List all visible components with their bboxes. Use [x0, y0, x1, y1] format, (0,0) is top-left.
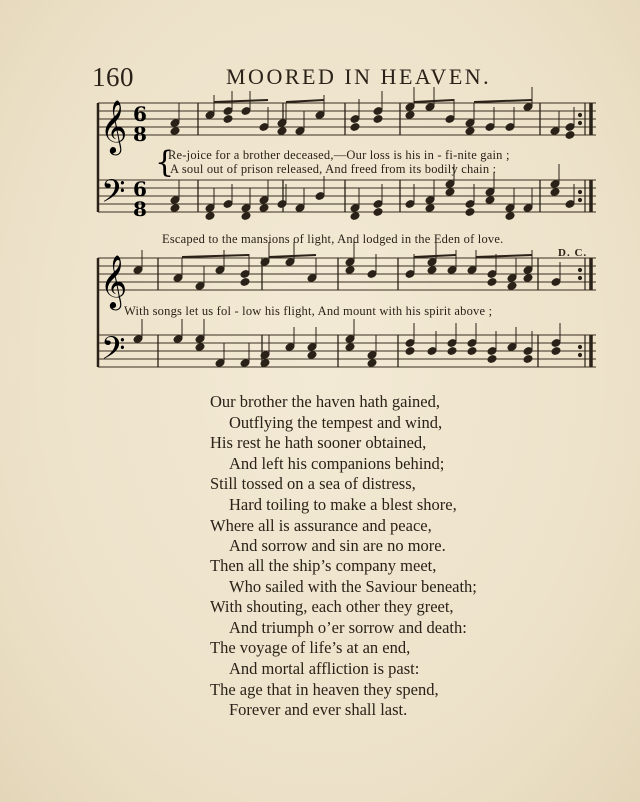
da-capo-mark: D. C. — [558, 247, 588, 259]
note-head — [345, 265, 355, 274]
brace-icon: { — [155, 145, 175, 180]
repeat-dot — [578, 268, 581, 271]
treble-clef-icon-2: 𝄞 — [100, 254, 128, 308]
note-head — [467, 346, 477, 355]
stanza-1 — [210, 392, 457, 557]
note-head — [367, 358, 377, 367]
repeat-dot — [578, 276, 581, 279]
note-head — [373, 114, 383, 123]
bass-clef-icon-2: 𝄢 — [101, 330, 126, 374]
page-number: 160 — [92, 62, 134, 92]
note-head — [465, 126, 475, 135]
note-head — [205, 211, 215, 220]
lyrics-line-2: A soul out of prison released, And freed from its bodily chain : — [170, 162, 497, 176]
note-head — [373, 207, 383, 216]
note-head — [565, 130, 575, 139]
note-head — [405, 110, 415, 119]
stanza-line: With shouting, each other they greet, — [210, 597, 454, 617]
note-head — [195, 342, 205, 351]
note-head — [405, 346, 415, 355]
stanza-line: Outflying the tempest and wind, — [229, 412, 443, 432]
repeat-dot — [578, 113, 581, 116]
stanza-line: Then all the ship’s company meet, — [210, 556, 437, 575]
stanza-line: And sorrow and sin are no more. — [229, 536, 446, 556]
beam — [286, 100, 324, 102]
page-title: MOORED IN HEAVEN. — [226, 64, 492, 89]
stanza-line: Forever and ever shall last. — [229, 700, 408, 720]
note-head — [425, 203, 435, 212]
note-head — [487, 354, 497, 363]
stanza-line: And triumph o’er sorrow and death: — [229, 617, 467, 637]
beam — [414, 100, 454, 102]
stanza-line: Where all is assurance and peace, — [210, 515, 432, 535]
note-head — [447, 346, 457, 355]
bass-clef-icon: 𝄢 — [101, 173, 126, 217]
stanza-line: Still tossed on a sea of distress, — [210, 474, 416, 494]
note-head — [487, 277, 497, 286]
note-head — [241, 211, 251, 220]
note-head — [505, 211, 515, 220]
note-head — [427, 265, 437, 274]
lyrics-line-4: With songs let us fol - low his flight, And mount with his spirit above ; — [124, 304, 493, 318]
repeat-dot — [578, 353, 581, 356]
note-head — [523, 354, 533, 363]
stanza-line: Our brother the haven hath gained, — [210, 392, 441, 411]
time-sig-bottom: 8 — [133, 122, 147, 146]
note-head — [170, 126, 180, 135]
beam — [182, 255, 249, 257]
beam — [269, 255, 316, 257]
notes — [133, 87, 582, 368]
repeat-dot — [578, 345, 581, 348]
beam — [414, 255, 456, 257]
note-head — [170, 203, 180, 212]
stanza-line: The age that in heaven they spend, — [210, 679, 439, 699]
stanza-line: The voyage of life’s at an end, — [210, 638, 411, 658]
beam — [476, 255, 532, 257]
note-head — [507, 281, 517, 290]
note-head — [307, 350, 317, 359]
note-head — [277, 126, 287, 135]
time-sig-bottom-bass: 8 — [133, 197, 147, 221]
note-head — [223, 114, 233, 123]
note-head — [523, 273, 533, 282]
note-head — [485, 195, 495, 204]
stanza-2 — [210, 556, 477, 721]
treble-clef-icon: 𝄞 — [100, 99, 128, 153]
note-head — [465, 207, 475, 216]
stanza-line: His rest he hath sooner obtained, — [210, 433, 427, 453]
stanza-line: Who sailed with the Saviour beneath; — [229, 576, 477, 596]
time-sig-top: 6 — [133, 102, 147, 126]
note-head — [345, 342, 355, 351]
stanza-line: Hard toiling to make a blest shore, — [229, 494, 457, 514]
stanza-line: And mortal affliction is past: — [229, 658, 420, 678]
repeat-dot — [578, 121, 581, 124]
note-head — [350, 122, 360, 131]
lyrics-line-3: Escaped to the mansions of light, And lodged in the Eden of love. — [162, 232, 504, 246]
beam — [474, 100, 532, 102]
stanza-line: And left his companions behind; — [229, 453, 445, 473]
beam — [214, 100, 268, 102]
note-head — [445, 187, 455, 196]
note-head — [550, 187, 560, 196]
time-sig-top-bass: 6 — [133, 177, 147, 201]
lyrics-line-1: Re-joice for a brother deceased,—Our loss is his in - fi-nite gain ; — [168, 148, 510, 162]
note-head — [259, 203, 269, 212]
repeat-dot — [578, 198, 581, 201]
note-head — [240, 277, 250, 286]
note-head — [350, 211, 360, 220]
repeat-dot — [578, 190, 581, 193]
note-head — [551, 346, 561, 355]
